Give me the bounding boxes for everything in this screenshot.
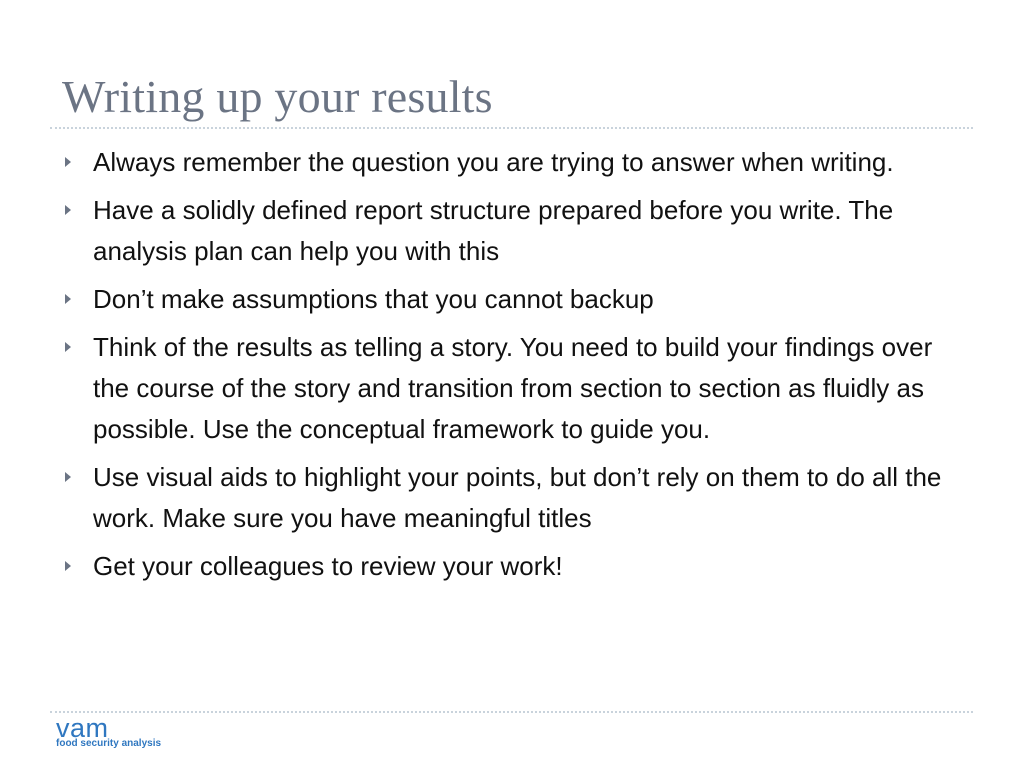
bullet-text: Use visual aids to highlight your points, but don’t rely on them to do all the work. Make sure you have meaningful titles bbox=[93, 462, 942, 533]
triangle-right-icon bbox=[65, 205, 71, 215]
triangle-right-icon bbox=[65, 342, 71, 352]
triangle-right-icon bbox=[65, 157, 71, 167]
bullet-text: Don’t make assumptions that you cannot backup bbox=[93, 284, 654, 314]
vam-logo bbox=[56, 713, 206, 757]
logo-tagline: food security analysis bbox=[56, 738, 162, 749]
title-divider bbox=[50, 127, 973, 129]
bullet-item bbox=[62, 457, 972, 539]
slide-title: Writing up your results bbox=[62, 71, 493, 122]
bullet-item bbox=[62, 142, 972, 183]
triangle-right-icon bbox=[65, 561, 71, 571]
bullet-item bbox=[62, 327, 972, 450]
bullet-item bbox=[62, 190, 972, 272]
bullet-text: Get your colleagues to review your work! bbox=[93, 551, 563, 581]
bullet-item bbox=[62, 546, 972, 587]
bullet-list bbox=[62, 142, 972, 594]
triangle-right-icon bbox=[65, 472, 71, 482]
logo-wordmark: vam bbox=[56, 713, 109, 743]
triangle-right-icon bbox=[65, 294, 71, 304]
bullet-item bbox=[62, 279, 972, 320]
bullet-text: Always remember the question you are trying to answer when writing. bbox=[93, 147, 894, 177]
bullet-text: Have a solidly defined report structure prepared before you write. The analysis plan can help you with this bbox=[93, 195, 894, 266]
bullet-text: Think of the results as telling a story. You need to build your findings over the course of the story and transition from section to section as fluidly as possible. Use the conceptual framework to guide you. bbox=[93, 332, 933, 444]
